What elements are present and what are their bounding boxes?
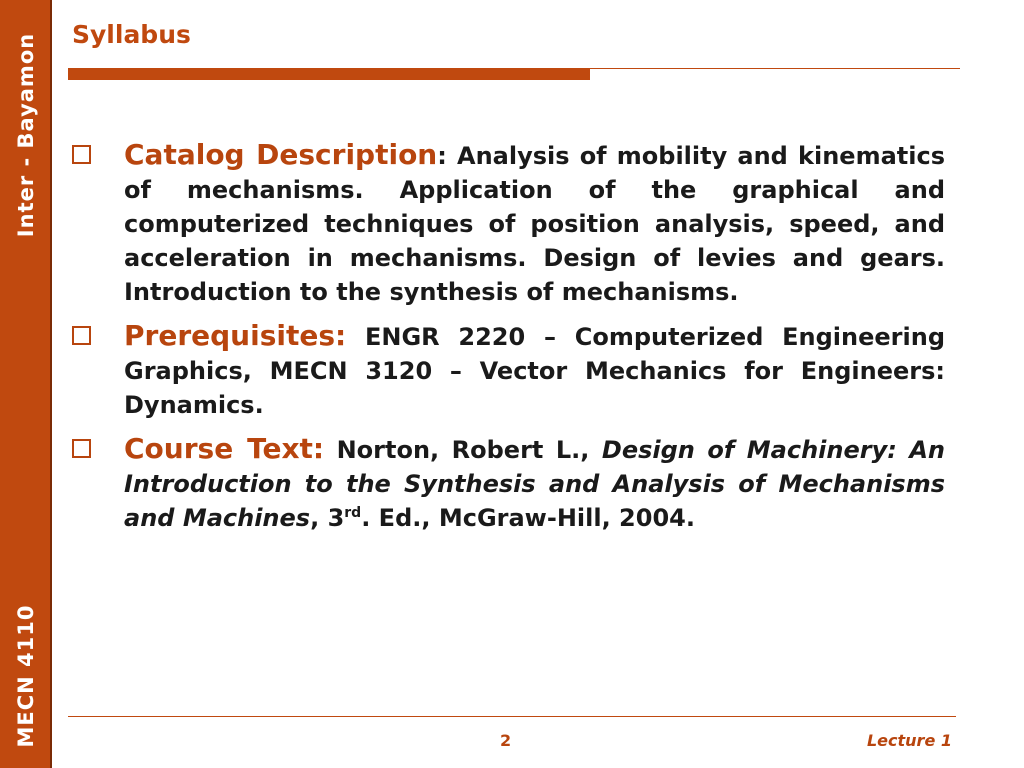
lecture-label: Lecture 1: [866, 731, 952, 750]
course-text-publisher: . Ed., McGraw-Hill, 2004.: [361, 504, 695, 532]
course-text-book-title: Design of Machinery: An Introduction to the Synthesis and Analysis of Mechanisms and Machines: [124, 436, 945, 532]
course-text-label: Course Text:: [124, 432, 325, 465]
square-bullet-icon: [72, 326, 91, 345]
page-number: 2: [500, 731, 512, 750]
slide-title: Syllabus: [72, 20, 191, 49]
bullet-course-text: [72, 432, 945, 535]
square-bullet-icon: [72, 439, 91, 458]
title-underline-thick: [68, 68, 590, 80]
course-text-edition-superscript: rd: [344, 505, 362, 521]
bullet-catalog-description: [72, 138, 945, 309]
bullet-prerequisites: [72, 319, 945, 422]
title-underline-thin: [590, 68, 960, 69]
prerequisites-text: ENGR 2220 – Computerized Engineering Graphics, MECN 3120 – Vector Mechanics for Engineers: Dynamics.: [124, 323, 945, 419]
course-text-edition: , 3: [310, 504, 345, 532]
catalog-description-colon: :: [437, 142, 447, 170]
sidebar: [0, 0, 52, 768]
bullet-list: [72, 138, 945, 545]
sidebar-course-code: MECN 4110: [14, 604, 38, 748]
catalog-description-text: Analysis of mobility and kinematics of mechanisms. Application of the graphical and computerized techniques of position analysis, speed, and acceleration in mechanisms. Design of levies and gears. Introduction to the synthesis of mechanisms.: [124, 142, 945, 306]
course-text-author: Norton, Robert L.,: [324, 436, 602, 464]
square-bullet-icon: [72, 145, 91, 164]
prerequisites-label: Prerequisites:: [124, 319, 347, 352]
sidebar-institution-label: Inter - Bayamon: [14, 32, 38, 238]
catalog-description-label: Catalog Description: [124, 138, 438, 171]
footer-divider: [68, 716, 956, 717]
